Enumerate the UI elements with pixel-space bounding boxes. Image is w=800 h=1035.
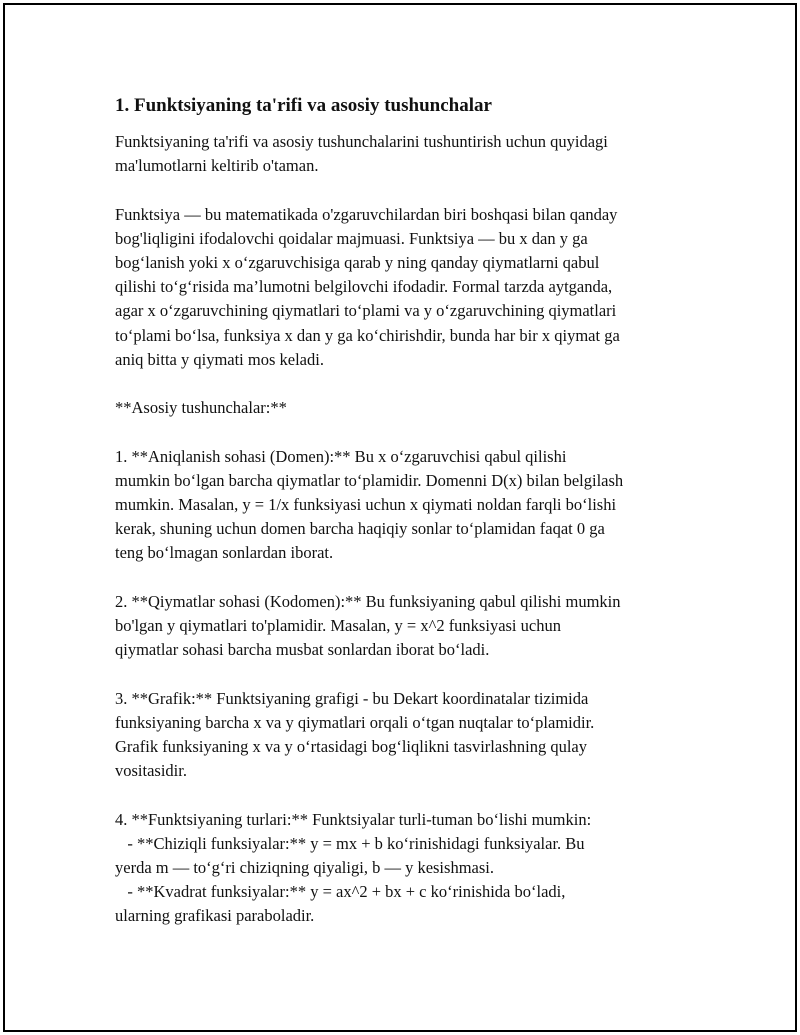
text-line: qiymatlar sohasi barcha musbat sonlardan iborat bo‘ladi.	[115, 640, 490, 660]
text-line: Grafik funksiyaning x va y o‘rtasidagi bog‘liqlikni tasvirlashning qulay	[115, 737, 587, 756]
types-paragraph	[115, 808, 695, 929]
text-line: bog'liqligini ifodalovchi qoidalar majmuasi. Funktsiya — bu x dan y ga	[115, 228, 588, 248]
text-line: Funktsiyaning ta'rifi va asosiy tushunchalarini tushuntirish uchun quyidagi	[115, 132, 608, 151]
text-line: 3. **Grafik:** Funktsiyaning grafigi - bu Dekart koordinatalar tizimida	[115, 688, 589, 708]
text-line: 2. **Qiymatlar sohasi (Kodomen):** Bu funksiyaning qabul qilishi mumkin	[115, 591, 621, 611]
text-line: ularning grafikasi paraboladir.	[115, 906, 315, 926]
range-paragraph	[115, 590, 695, 663]
document-title: 1. Funktsiyaning ta'rifi va asosiy tushunchalar	[115, 95, 492, 116]
text-line: bog‘lanish yoki x o‘zgaruvchisiga qarab y ning qanday qiymatlarni qabul	[115, 253, 600, 272]
text-line: 1. **Aniqlanish sohasi (Domen):** Bu x o‘zgaruvchisi qabul qilishi	[115, 446, 567, 466]
text-line: vositasidir.	[115, 761, 187, 781]
text-line: to‘plami bo‘lsa, funksiya x dan y ga ko‘chirishdir, bunda har bir x qiymat ga	[115, 325, 620, 345]
text-line: mumkin. Masalan, y = 1/x funksiyasi uchun x qiymati noldan farqli bo‘lishi	[115, 495, 617, 514]
text-line: ma'lumotlarni keltirib o'taman.	[115, 156, 319, 176]
text-line: qilishi to‘g‘risida ma’lumotni belgilovchi ifodadir. Formal tarzda aytganda,	[115, 277, 613, 297]
text-line: - **Kvadrat funksiyalar:** y = ax^2 + bx + c ko‘rinishida bo‘ladi,	[115, 882, 566, 902]
text-line: yerda m — to‘g‘ri chiziqning qiyaligi, b — y kesishmasi.	[115, 858, 494, 877]
text-line: bo'lgan y qiymatlari to'plamidir. Masalan, y = x^2 funksiyasi uchun	[115, 616, 561, 635]
text-line: - **Chiziqli funksiyalar:** y = mx + b ko‘rinishidagi funksiyalar. Bu	[115, 833, 585, 853]
text-line: Funktsiya — bu matematikada o'zgaruvchilardan biri boshqasi bilan qanday	[115, 204, 618, 224]
domain-paragraph	[115, 445, 695, 566]
concepts-heading	[115, 396, 695, 420]
text-line: **Asosiy tushunchalar:**	[115, 398, 287, 418]
text-line: mumkin bo‘lgan barcha qiymatlar to‘plamidir. Domenni D(x) bilan belgilash	[115, 470, 624, 490]
document-content	[115, 94, 695, 929]
text-line: aniq bitta y qiymati mos keladi.	[115, 349, 324, 369]
text-line: 4. **Funktsiyaning turlari:** Funktsiyalar turli-tuman bo‘lishi mumkin:	[115, 809, 592, 829]
definition-paragraph	[115, 203, 695, 372]
text-line: kerak, shuning uchun domen barcha haqiqiy sonlar to‘plamidan faqat 0 ga	[115, 519, 605, 539]
graph-paragraph	[115, 687, 695, 784]
text-line: agar x o‘zgaruvchining qiymatlari to‘plami va y o‘zgaruvchining qiymatlari	[115, 301, 617, 321]
intro-paragraph	[115, 130, 695, 178]
text-line: funksiyaning barcha x va y qiymatlari orqali o‘tgan nuqtalar to‘plamidir.	[115, 712, 595, 732]
text-line: teng bo‘lmagan sonlardan iborat.	[115, 543, 334, 563]
